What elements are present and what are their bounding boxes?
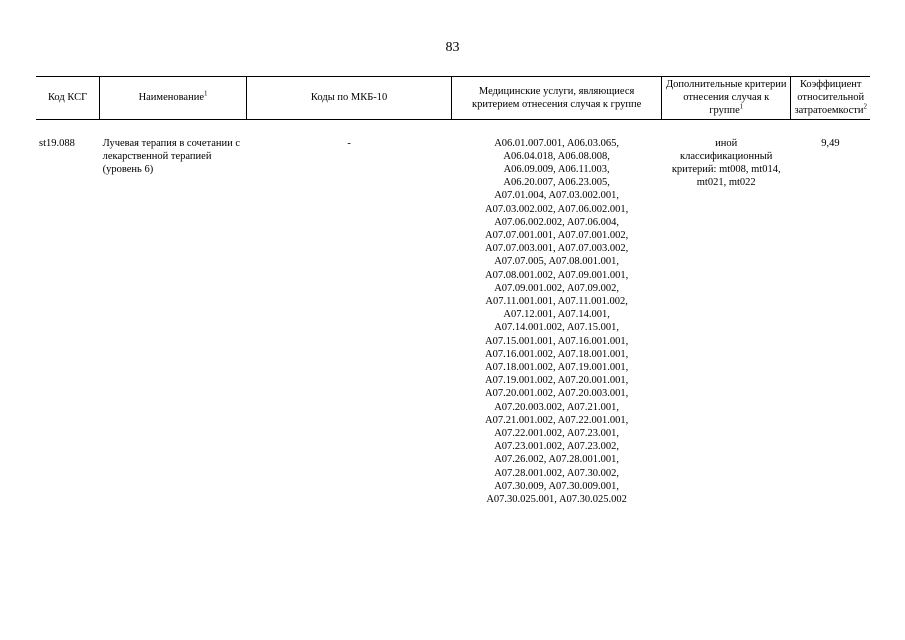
- service-code-line: A07.18.001.002, A07.19.001.001,: [485, 362, 629, 374]
- table-header-row: [36, 77, 870, 120]
- table-row: [36, 137, 870, 507]
- service-code-line: A07.07.005, A07.08.001.001,: [494, 256, 620, 268]
- header-mkb-label: Коды по МКБ-10: [310, 92, 388, 104]
- service-code-line: A07.22.001.002, A07.23.001,: [494, 428, 620, 440]
- service-code-line: A07.28.001.002, A07.30.002,: [494, 467, 620, 479]
- additional-criteria-line: классификационный: [680, 150, 773, 162]
- cell-name: Лучевая терапия в сочетании с лекарственной терапией (уровень 6): [102, 137, 241, 176]
- header-services-label: Медицинские услуги, являющиеся критерием отнесения случая к группе: [471, 85, 642, 110]
- additional-criteria-line: mt021, mt022: [696, 177, 756, 189]
- service-code-line: A07.03.002.002, A07.06.002.001,: [485, 203, 629, 215]
- ksg-table: [36, 76, 870, 506]
- header-additional: [662, 77, 791, 120]
- service-code-line: A07.23.001.002, A07.23.002,: [494, 441, 620, 453]
- service-code-line: A07.06.002.002, A07.06.004,: [494, 216, 620, 228]
- service-code-line: A07.07.001.001, A07.07.001.002,: [485, 230, 629, 242]
- service-code-line: A07.12.001, A07.14.001,: [503, 309, 610, 321]
- service-code-line: A06.01.007.001, A06.03.065,: [494, 137, 620, 149]
- services-list: [455, 137, 659, 507]
- service-code-line: A07.16.001.002, A07.18.001.001,: [485, 348, 629, 360]
- service-code-line: A07.26.002, A07.28.001.001,: [494, 454, 620, 466]
- service-code-line: A07.19.001.002, A07.20.001.001,: [485, 375, 629, 387]
- cell-additional: [662, 137, 791, 507]
- service-code-line: A07.09.001.002, A07.09.002,: [494, 282, 620, 294]
- service-code-line: A07.21.001.002, A07.22.001.001,: [485, 414, 629, 426]
- service-code-line: A07.20.003.002, A07.21.001,: [494, 401, 620, 413]
- service-code-line: A07.08.001.002, A07.09.001.001,: [485, 269, 629, 281]
- page-number: 83: [445, 40, 460, 55]
- additional-criteria-line: критерий: mt008, mt014,: [671, 164, 781, 176]
- header-spacer: [36, 119, 870, 137]
- service-code-line: A07.20.001.002, A07.20.003.001,: [485, 388, 629, 400]
- header-coef: [791, 77, 870, 120]
- header-services: [452, 77, 662, 120]
- header-mkb: [246, 77, 451, 120]
- cell-code: st19.088: [39, 137, 75, 149]
- header-name-label: Наименование: [138, 92, 204, 104]
- cell-services: [452, 137, 662, 507]
- service-code-line: A07.14.001.002, A07.15.001,: [494, 322, 620, 334]
- service-code-line: A07.30.025.001, A07.30.025.002: [486, 494, 627, 506]
- header-additional-label: Дополнительные критерии отнесения случая к группе: [665, 79, 787, 117]
- service-code-line: A06.09.009, A06.11.003,: [503, 164, 610, 176]
- service-code-line: A07.01.004, A07.03.002.001,: [494, 190, 620, 202]
- service-code-line: A07.15.001.001, A07.16.001.001,: [485, 335, 629, 347]
- header-additional-footnote: 1: [739, 102, 744, 111]
- additional-criteria-line: иной: [715, 137, 738, 149]
- header-coef-footnote: 2: [863, 102, 867, 111]
- cell-mkb: -: [347, 137, 351, 149]
- header-name: [100, 77, 247, 120]
- service-code-line: A07.30.009, A07.30.009.001,: [494, 480, 620, 492]
- header-code-label: Код КСГ: [47, 92, 88, 104]
- service-code-line: A06.20.007, A06.23.005,: [503, 177, 610, 189]
- header-coef-label: Коэффициент относительной затратоемкости: [794, 79, 865, 117]
- service-code-line: A07.07.003.001, A07.07.003.002,: [485, 243, 629, 255]
- additional-list: [665, 137, 788, 190]
- header-name-footnote: 1: [203, 89, 208, 98]
- service-code-line: A07.11.001.001, A07.11.001.002,: [485, 296, 628, 308]
- cell-coef: 9,49: [821, 137, 840, 149]
- service-code-line: A06.04.018, A06.08.008,: [503, 150, 610, 162]
- header-code: [36, 77, 100, 120]
